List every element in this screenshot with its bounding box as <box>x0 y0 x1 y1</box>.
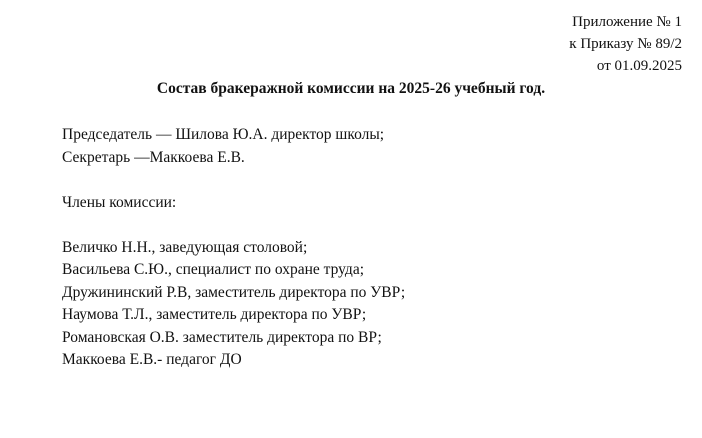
order-reference: к Приказу № 89/2 <box>569 36 682 52</box>
appendix-number: Приложение № 1 <box>572 14 682 30</box>
secretary-line: Секретарь —Маккоева Е.В. <box>62 148 245 166</box>
appendix-header <box>569 11 682 77</box>
order-date: от 01.09.2025 <box>596 58 682 74</box>
member-item: Дружининский Р.В, заместитель директора по УВР; <box>62 283 406 301</box>
member-item: Величко Н.Н., заведующая столовой; <box>62 238 308 256</box>
members-heading: Члены комиссии: <box>62 193 177 211</box>
member-item: Васильева С.Ю., специалист по охране труда; <box>62 261 365 278</box>
spacer <box>62 214 405 237</box>
spacer <box>62 169 405 192</box>
member-item: Романовская О.В. заместитель директора по ВР; <box>62 328 382 346</box>
member-item: Наумова Т.Л., заместитель директора по УВР; <box>62 306 367 323</box>
chair-line: Председатель — Шилова Ю.А. директор школы; <box>62 126 385 143</box>
commission-composition <box>62 124 405 372</box>
document-title: Состав бракеражной комиссии на 2025-26 учебный год. <box>156 80 546 97</box>
member-item: Маккоева Е.В.- педагог ДО <box>62 351 242 368</box>
